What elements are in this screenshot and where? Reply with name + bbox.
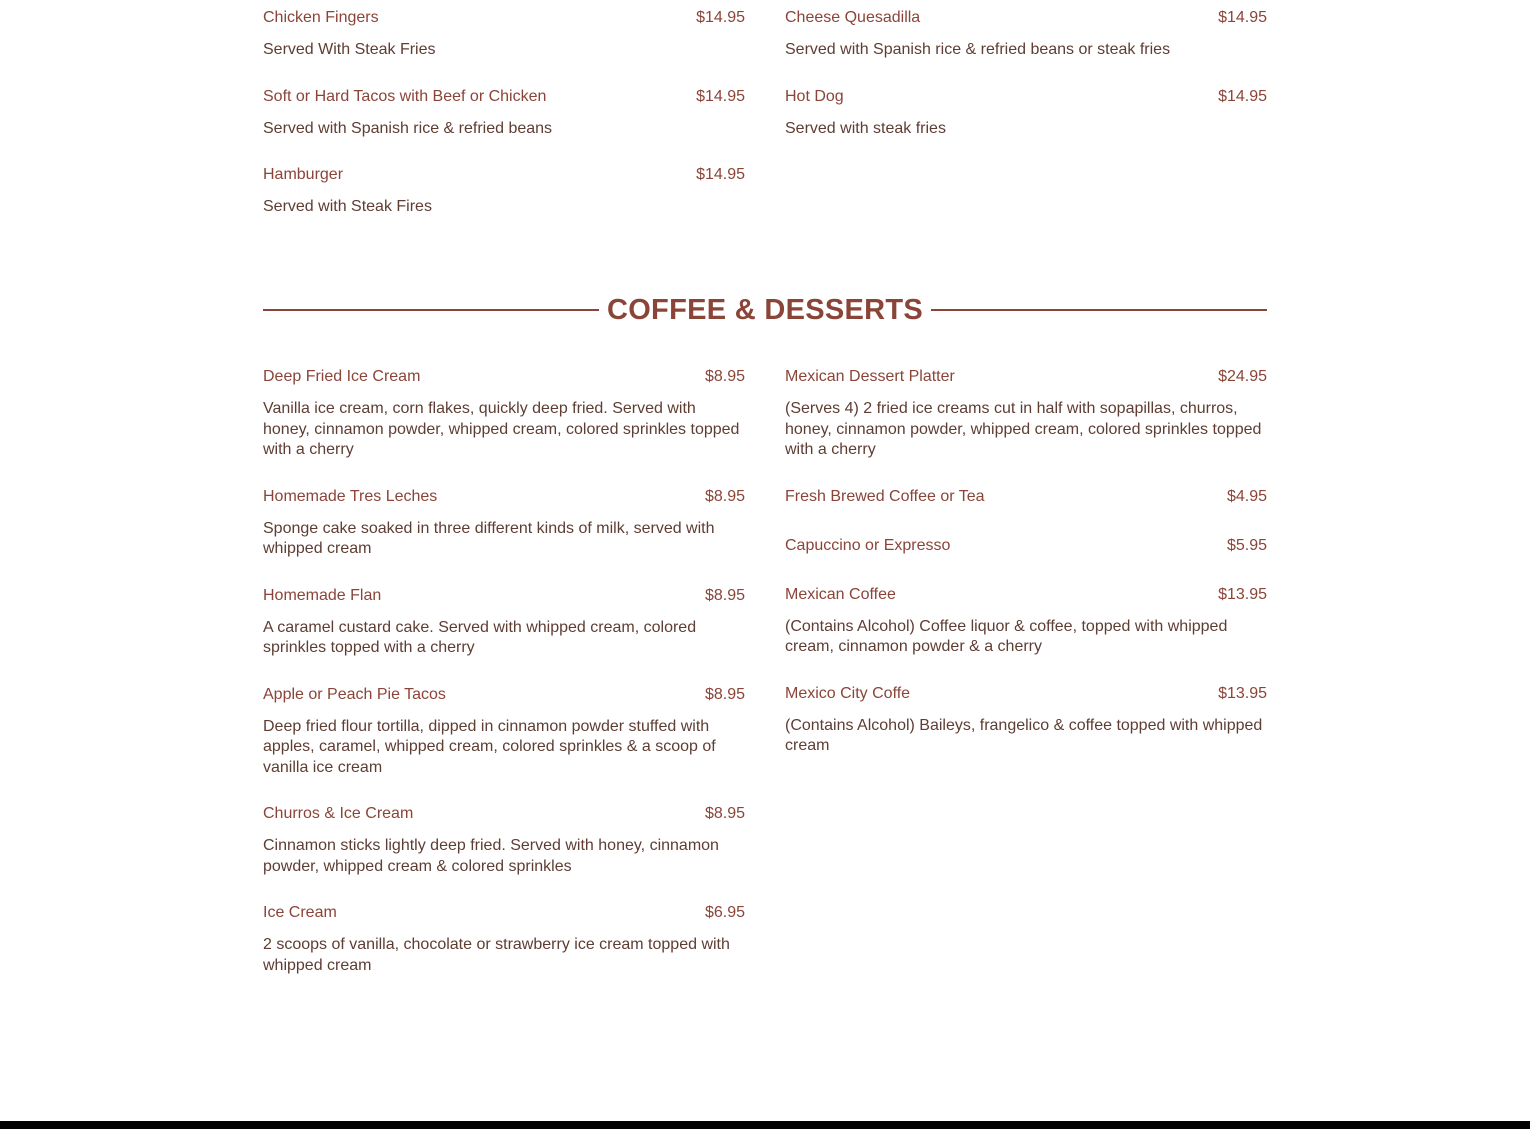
desserts-left-column: [263, 367, 745, 1002]
section-heading-coffee-desserts: [263, 293, 1267, 327]
menu-item-name: Fresh Brewed Coffee or Tea: [785, 487, 985, 505]
menu-item-description: Served with steak fries: [785, 119, 946, 137]
menu-item-description: (Contains Alcohol) Baileys, frangelico & coffee topped with whipped cream: [785, 716, 1263, 754]
menu-item-price: $14.95: [696, 166, 745, 183]
menu-item-name: Capuccino or Expresso: [785, 536, 951, 554]
menu-item-description: (Contains Alcohol) Coffee liquor & coffee, topped with whipped cream, cinnamon powder & a cherry: [785, 617, 1228, 655]
menu-item: [785, 585, 1267, 658]
menu-item: [263, 586, 745, 659]
menu-item-description: (Serves 4) 2 fried ice creams cut in half with sopapillas, churros, honey, cinnamon powder, whipped cream, colored sprinkles topped with a cherry: [785, 400, 1262, 458]
menu-item-price: $8.95: [704, 586, 745, 604]
menu-item-price: $24.95: [1218, 368, 1267, 385]
section-divider-right: [931, 309, 1267, 311]
menu-item-description: A caramel custard cake. Served with whipped cream, colored sprinkles topped with a cherry: [263, 618, 697, 656]
menu-item-description: Deep fried flour tortilla, dipped in cinnamon powder stuffed with apples, caramel, whipped cream, colored sprinkles & a scoop of vanilla ice cream: [263, 717, 716, 776]
menu-item: [263, 804, 745, 877]
menu-item: [263, 903, 745, 976]
menu-item-price: $6.95: [704, 904, 745, 921]
menu-item-description: Cinnamon sticks lightly deep fried. Served with honey, cinnamon powder, whipped cream & colored sprinkles: [263, 837, 719, 875]
coffee-desserts-grid: [263, 367, 1267, 1002]
menu-item-name: Apple or Peach Pie Tacos: [263, 685, 446, 703]
menu-item-price: $8.95: [704, 368, 745, 385]
menu-item-price: $14.95: [1218, 87, 1267, 105]
top-menu-right-column: [785, 8, 1267, 244]
menu-item-name: Churros & Ice Cream: [263, 805, 414, 822]
menu-item: [785, 87, 1267, 140]
top-menu-grid: [263, 8, 1267, 244]
menu-item-description: Sponge cake soaked in three different kinds of milk, served with whipped cream: [263, 519, 715, 557]
menu-item-name: Mexican Coffee: [785, 585, 896, 603]
menu-item-name: Hot Dog: [785, 87, 844, 105]
menu-item-price: $14.95: [696, 87, 745, 105]
menu-item: [785, 684, 1267, 757]
menu-item-name: Soft or Hard Tacos with Beef or Chicken: [263, 87, 547, 105]
menu-item-description: Served with Steak Fires: [263, 198, 432, 215]
menu-item: [785, 8, 1267, 61]
menu-item-name: Hamburger: [263, 166, 344, 183]
footer-bar: [0, 1121, 1530, 1129]
menu-item-description: 2 scoops of vanilla, chocolate or strawberry ice cream topped with whipped cream: [263, 936, 730, 974]
menu-item-name: Ice Cream: [263, 904, 337, 921]
menu-item-price: $4.95: [1226, 487, 1267, 505]
menu-item-price: $13.95: [1218, 684, 1267, 702]
menu-item-name: Deep Fried Ice Cream: [263, 368, 421, 385]
menu-item-name: Homemade Flan: [263, 586, 382, 604]
section-divider-left: [263, 309, 599, 311]
menu-item-description: Served With Steak Fries: [263, 41, 436, 58]
menu-item-description: Served with Spanish rice & refried beans: [263, 119, 553, 137]
menu-item: [785, 367, 1267, 461]
desserts-right-column: [785, 367, 1267, 1002]
menu-item-price: $13.95: [1218, 585, 1267, 603]
menu-item-name: Homemade Tres Leches: [263, 487, 438, 505]
menu-item-description: Served with Spanish rice & refried beans or steak fries: [785, 41, 1171, 58]
menu-item: [263, 165, 745, 218]
menu-item: [263, 487, 745, 560]
menu-item: [263, 87, 745, 140]
menu-item-name: Cheese Quesadilla: [785, 9, 921, 26]
menu-item-description: Vanilla ice cream, corn flakes, quickly deep fried. Served with honey, cinnamon powder, whipped cream, colored sprinkles topped with a cherry: [263, 400, 740, 458]
menu-item: [263, 8, 745, 61]
menu-item-price: $14.95: [1218, 9, 1267, 26]
top-menu-left-column: [263, 8, 745, 244]
menu-item: [263, 367, 745, 461]
menu-item-name: Chicken Fingers: [263, 9, 379, 26]
section-title: COFFEE & DESSERTS: [606, 294, 924, 326]
menu-item: [263, 685, 745, 779]
menu-item-price: $8.95: [704, 685, 745, 703]
menu-item-price: $5.95: [1226, 536, 1267, 554]
menu-item-price: $8.95: [704, 805, 745, 822]
menu-item-name: Mexico City Coffe: [785, 684, 911, 702]
menu-item-price: $14.95: [696, 9, 745, 26]
menu-item-name: Mexican Dessert Platter: [785, 368, 955, 385]
menu-item-price: $8.95: [704, 487, 745, 505]
menu-item: [785, 487, 1267, 507]
menu-item: [785, 536, 1267, 556]
